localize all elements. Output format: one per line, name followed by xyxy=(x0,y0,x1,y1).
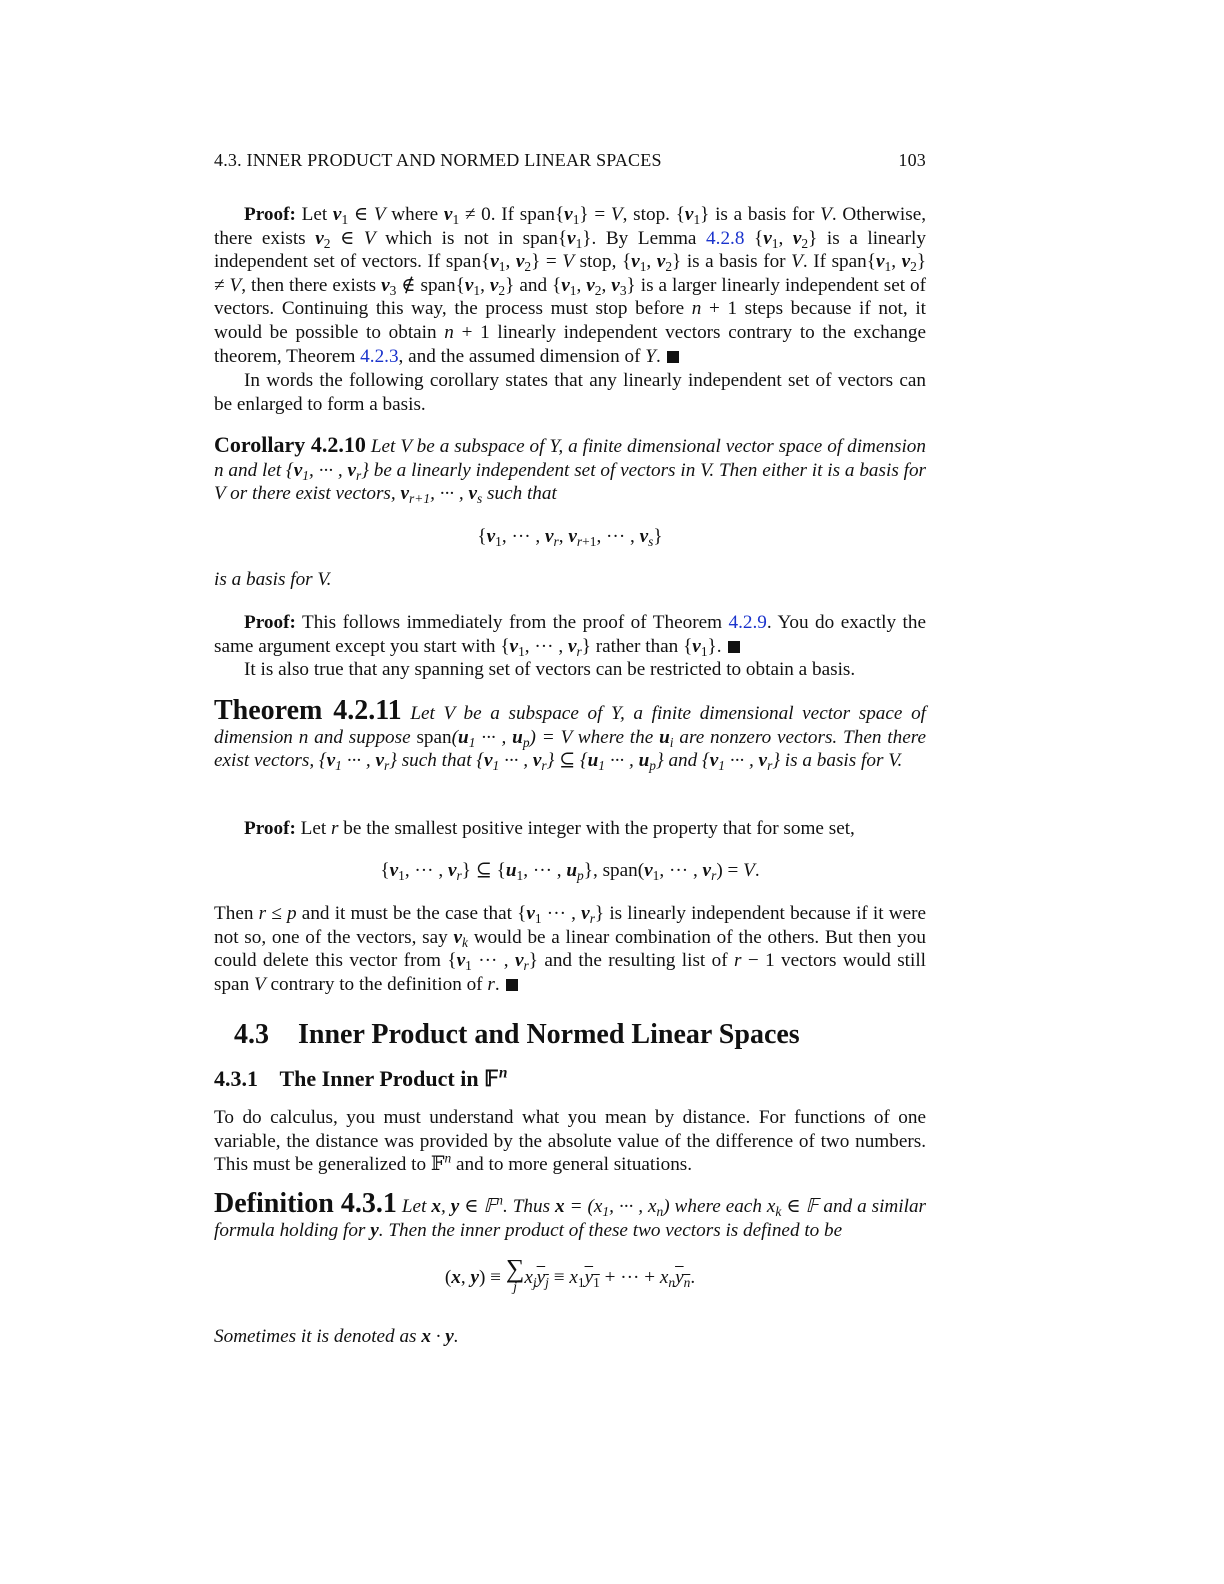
definition-title: Definition 4.3.1 xyxy=(214,1188,397,1219)
section-heading xyxy=(234,1019,800,1051)
proof-label: Proof: xyxy=(244,612,296,633)
proof-3-continuation-text: Then r ≤ p and it must be the case that {$v_1$ ··· , $v_r$} is linearly independent because if it were not so, one of the vectors, say $v_k$ would be a linear combination of the others. But then you could delete this vector from {$v_1$ ··· , $v_r$} and the resulting list of r − 1 vectors would still span V contrary to the definition of r. xyxy=(214,903,927,995)
corollary-conclusion: is a basis for V. xyxy=(214,569,332,590)
proof-1-text: Let $v_1$ ∈ V where $v_1 \ne 0$. If $span\{v_1\} = V$, stop. $\{v_1\}$ is a basis for V. Otherwise, there exists $v_2$ ∈ V which is not in $span\{v_1\}$. By Lemma 4.2.8 {$v_1$, $v_2$} is a linearly independent set of vectors. If $span\{v_1$, $v_2\} = V$ stop, {$v_1$, $v_2$} is a basis for V. If $span\{v_1$, $v_2\} \ne V$, then there exists $v_3$ ∉ $span\{v_1$, $v_2$} and {$v_1$, $v_2$, $v_3$} is a larger linearly independent set of vectors. Continuing this way, the process must stop before n + 1 steps because if not, it would be possible to obtain n + 1 linearly independent vectors contrary to the exchange theorem, Theorem 4.2.3, and the assumed dimension of Y. xyxy=(214,204,927,367)
proof-paragraph-3 xyxy=(214,817,926,841)
corollary-text: Let V be a subspace of Y, a finite dimensional vector space of dimension n and let {$v_1$, ··· , $v_r$} be a linearly independent set of vectors in V. Then either it is a basis for V or there exist vectors, $v_{r+1}$, ··· , $v_s$ such that xyxy=(214,436,927,507)
proof-3-text: Let r be the smallest positive integer with the property that for some set, xyxy=(300,818,855,839)
proof-paragraph-1 xyxy=(214,203,926,368)
subsection-title: The Inner Product in 𝔽$^n$ xyxy=(279,1064,508,1091)
proof-2-text: This follows immediately from the proof of Theorem 4.2.9. You do exactly the same argument except you start with {$v_1$, ··· , $v_r$} rather than $\{v_1\}$. xyxy=(214,612,926,659)
paragraph-enlarge-basis: In words the following corollary states that any linearly independent set of vectors can be enlarged to form a basis. xyxy=(214,370,926,415)
corollary-display-equation: {$v_1$, ··· , $v_r$, $v_{r+1}$, ··· , $v_s$} xyxy=(477,526,663,549)
definition-text: Let x, y ∈ 𝔽$^n$. Thus $x = (x_1$, ··· , $x_n$) where each $x_k$ ∈ 𝔽 and a similar formula holding for y. Then the inner product of these two vectors is defined to be xyxy=(214,1192,927,1241)
proof-3-continuation xyxy=(214,902,926,996)
qed-square-icon xyxy=(667,351,679,363)
page-number: 103 xyxy=(898,150,926,170)
qed-square-icon xyxy=(728,641,740,653)
subsection-number: 4.3.1 xyxy=(214,1066,258,1091)
paragraph-spanning-set: It is also true that any spanning set of vectors can be restricted to obtain a basis. xyxy=(244,659,856,680)
proof-label: Proof: xyxy=(244,204,296,225)
theorem-4-2-11 xyxy=(214,695,926,774)
section-title: Inner Product and Normed Linear Spaces xyxy=(298,1019,800,1050)
corollary-4-2-10 xyxy=(214,433,926,506)
running-title: 4.3. INNER PRODUCT AND NORMED LINEAR SPACES xyxy=(214,150,662,170)
qed-square-icon xyxy=(506,979,518,991)
definition-4-3-1 xyxy=(214,1188,927,1242)
section-number: 4.3 xyxy=(234,1019,269,1050)
proof-paragraph-2 xyxy=(214,611,926,658)
running-header xyxy=(214,150,926,171)
inner-product-display-equation: (x, y) ≡ ∑ j $x_jy_j \equiv x_1y_1$ + ··· + $x_ny_n$. xyxy=(444,1254,696,1295)
proof-label: Proof: xyxy=(244,818,296,839)
paragraph-distance: To do calculus, you must understand what you mean by distance. For functions of one variable, the distance was provided by the absolute value of the difference of two numbers. This must be generalized to 𝔽$^n$ and to more general situations. xyxy=(214,1107,926,1176)
corollary-title: Corollary 4.2.10 xyxy=(214,432,366,457)
definition-note: Sometimes it is denoted as x · y. xyxy=(214,1326,459,1347)
theorem-title: Theorem 4.2.11 xyxy=(214,695,402,726)
proof-3-display-equation: {$v_1$, ··· , $v_r$} ⊆ {$u_1$, ··· , $u_p$}, $span(v_1$, ··· , $v_r) = V$. xyxy=(380,860,760,883)
theorem-text: Let V be a subspace of Y, a finite dimensional vector space of dimension n and suppose $span(u_1$ ··· , $u_p) = V$ where the $u_i$ are nonzero vectors. Then there exist vectors, {$v_1$ ··· , $v_r$} such that {$v_1$ ··· , $v_r$} ⊆ {$u_1$ ··· , $u_p$} and {$v_1$ ··· , $v_r$} is a basis for V. xyxy=(214,703,926,774)
subsection-heading xyxy=(214,1066,507,1092)
